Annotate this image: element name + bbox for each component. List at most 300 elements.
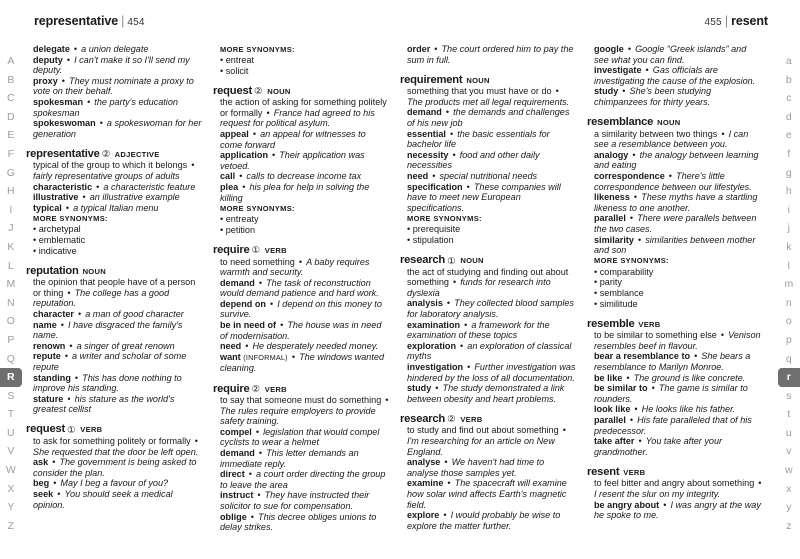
bullet-separator: • [660, 499, 669, 510]
more-synonym-item: • archetypal [33, 224, 81, 235]
definition: typical of the group to which it belongs • fairly representative groups of adults [33, 160, 195, 181]
headword: resemblance [587, 116, 654, 129]
bullet-separator: • [619, 86, 629, 97]
headword-line [587, 319, 763, 331]
letter-index-left-Q[interactable]: Q [6, 352, 16, 365]
definition-example: I'm researching for an article on New England. [407, 436, 555, 457]
letter-index-left-D[interactable]: D [7, 110, 15, 123]
bullet-separator: • [444, 298, 453, 309]
part-of-speech: ADJECTIVE [112, 149, 160, 159]
synonym-example: an illustrative example [89, 192, 180, 203]
synonym-example: I have disgraced the family's name. [33, 319, 183, 341]
letter-index-left-Z[interactable]: Z [7, 519, 15, 532]
definition: to say that someone must do something • The rules require employers to provide safety training. [220, 395, 389, 427]
letter-index-right-l[interactable]: l [787, 259, 791, 272]
bullet-separator: • [691, 351, 700, 362]
synonym-list [26, 309, 202, 415]
entry-block [400, 414, 576, 531]
synonym-list [587, 150, 763, 256]
bullet-separator: • [461, 319, 470, 330]
header-right-separator: | [724, 14, 729, 28]
synonym-list [213, 129, 389, 203]
more-synonyms-heading: MORE SYNONYMS: [33, 213, 108, 223]
headword-line [26, 266, 202, 278]
bullet-icon: • [33, 245, 39, 256]
letter-index-right-i[interactable]: i [787, 203, 791, 216]
letter-index-right-o[interactable]: o [785, 315, 793, 328]
synonym-example: Their application was vetoed. [220, 150, 365, 171]
definition: to be similar to something else • Venison resembles beef in flavour. [594, 330, 761, 351]
entry-column-2 [213, 44, 400, 549]
bullet-separator: • [627, 414, 636, 425]
bullet-separator: • [464, 181, 473, 192]
entry-block [26, 44, 202, 139]
synonym-item [594, 65, 763, 86]
letter-index-right-d[interactable]: d [785, 110, 793, 123]
synonym-word: typical [33, 202, 62, 213]
part-of-speech: VERB [636, 319, 661, 329]
synonym-word: illustrative [33, 192, 79, 203]
synonym-list [587, 500, 763, 521]
headword: reputation [26, 264, 79, 277]
synonym-word: renown [33, 340, 66, 351]
synonym-item [594, 235, 763, 256]
letter-index-left-R[interactable]: R [0, 368, 22, 387]
synonym-list [400, 107, 576, 213]
synonym-item [407, 182, 576, 214]
bullet-icon: • [594, 298, 600, 309]
synonym-item [220, 171, 389, 182]
letter-index-left-G[interactable]: G [6, 166, 16, 179]
part-of-speech: NOUN [80, 266, 106, 276]
headword-line [400, 255, 576, 267]
headword: require [213, 382, 250, 395]
synonym-word: look like [594, 404, 631, 415]
entry-block [213, 45, 389, 77]
definition: a similarity between two things • I can see a resemblance between you. [594, 128, 749, 150]
letter-index-right-v[interactable]: v [786, 445, 792, 458]
entry-block [26, 149, 202, 256]
bullet-separator: • [253, 426, 262, 437]
headword-line [587, 467, 763, 479]
letter-index-left-T[interactable]: T [7, 408, 15, 421]
synonym-item [33, 309, 202, 320]
synonym-item [33, 203, 202, 214]
sense-number: ② [251, 383, 260, 395]
bullet-separator: • [649, 383, 658, 394]
synonym-word: parallel [594, 414, 626, 425]
letter-index-right-g[interactable]: g [785, 166, 793, 179]
bullet-separator: • [718, 128, 728, 139]
synonym-word: ask [33, 457, 49, 468]
synonym-word: depend on [220, 298, 266, 309]
synonym-word: name [33, 319, 57, 330]
letter-index-left-H[interactable]: H [7, 185, 15, 198]
synonym-item [407, 171, 576, 182]
synonym-word: spokesman [33, 96, 84, 107]
letter-index-right-r[interactable]: r [778, 368, 800, 387]
synonym-word: demand [220, 277, 255, 288]
bullet-separator: • [59, 75, 68, 86]
synonym-word: seek [33, 488, 54, 499]
bullet-icon: • [594, 287, 600, 298]
sense-number: ② [101, 148, 111, 160]
bullet-separator: • [666, 170, 675, 181]
letter-index-right-b[interactable]: b [785, 73, 793, 86]
bullet-separator: • [447, 128, 456, 139]
synonym-word: instruct [220, 490, 254, 501]
synonym-example: The task of reconstruction would demand patience and hard work. [220, 277, 379, 299]
bullet-separator: • [629, 149, 639, 160]
bullet-separator: • [80, 192, 89, 203]
entry-block [26, 266, 202, 415]
bullet-separator: • [242, 341, 251, 352]
bullet-separator: • [254, 490, 264, 501]
synonym-word: standing [33, 372, 71, 383]
headword-line [587, 117, 763, 129]
letter-index-left-E[interactable]: E [7, 129, 15, 142]
letter-index-left-N[interactable]: N [7, 296, 15, 309]
letter-index-left-L[interactable]: L [7, 259, 15, 272]
synonym-item [594, 86, 763, 107]
part-of-speech: VERB [457, 414, 483, 424]
bullet-separator: • [50, 478, 59, 489]
letter-index-left-F[interactable]: F [7, 147, 15, 160]
headword: representative [26, 147, 100, 160]
letter-index-left-W[interactable]: W [5, 464, 17, 477]
bullet-separator: • [440, 510, 450, 521]
letter-index-left-I[interactable]: I [9, 203, 13, 216]
synonym-example: The government is being asked to consider the plan. [33, 457, 197, 478]
letter-index-left-C[interactable]: C [7, 92, 15, 105]
letter-index-right-y[interactable]: y [786, 501, 792, 514]
part-of-speech: NOUN [457, 256, 484, 266]
headword-line [400, 75, 576, 87]
synonym-item [220, 469, 389, 490]
bullet-separator: • [269, 150, 278, 161]
synonym-list [400, 298, 576, 404]
synonym-word: demand [220, 448, 255, 459]
synonym-example: The study demonstrated a link between obesity and heart problems. [407, 383, 565, 404]
letter-index-left-V[interactable]: V [7, 445, 15, 458]
bullet-separator: • [382, 395, 389, 406]
letter-index-right-f[interactable]: f [787, 147, 791, 160]
synonym-item [33, 55, 202, 76]
synonym-example: Google “Greek islands” and see what you can find. [594, 44, 747, 65]
synonym-word: analysis [407, 298, 443, 309]
letter-index-left-J[interactable]: J [8, 222, 14, 235]
synonym-word: character [33, 309, 74, 320]
synonym-word: call [220, 171, 236, 182]
letter-index-right-x[interactable]: x [786, 482, 792, 495]
bullet-separator: • [236, 171, 245, 182]
synonym-word: proxy [33, 75, 58, 86]
more-synonym-item: • similitude [594, 298, 638, 309]
headword: resemble [587, 317, 635, 330]
synonym-list [587, 44, 763, 108]
synonym-item [220, 278, 389, 299]
synonym-example: He desperately needed money. [252, 341, 379, 352]
synonym-example: a union delegate [81, 44, 149, 54]
bullet-separator: • [623, 372, 633, 383]
synonym-word: characteristic [33, 181, 93, 192]
synonym-item [220, 341, 389, 352]
bullet-separator: • [75, 309, 84, 320]
definition-example: fairly representative groups of adults [33, 170, 180, 181]
bullet-separator: • [246, 469, 255, 480]
header-right-page-number: 455 [704, 17, 722, 28]
synonym-word: want [220, 351, 241, 362]
definition-example: France had agreed to his request for political asylum. [220, 107, 375, 129]
part-of-speech: VERB [262, 384, 287, 394]
synonym-example: I depend on this money to survive. [220, 298, 382, 320]
bullet-separator: • [239, 182, 248, 193]
letter-index-right-u[interactable]: u [785, 426, 793, 439]
headword-line [26, 149, 202, 161]
synonym-item [407, 129, 576, 150]
letter-index-right-s[interactable]: s [786, 389, 792, 402]
synonym-example: an appeal for witnesses to come forward [220, 129, 366, 150]
synonym-word: repute [33, 351, 61, 362]
bullet-icon: • [220, 65, 226, 76]
synonym-item [220, 182, 389, 203]
synonym-word: deputy [33, 54, 63, 65]
more-synonyms-heading: MORE SYNONYMS: [220, 44, 295, 54]
more-synonym-item: • parity [594, 277, 622, 288]
bullet-separator: • [71, 44, 80, 54]
synonym-item [594, 44, 763, 65]
synonym-word: oblige [220, 511, 247, 522]
header-left [34, 14, 145, 28]
letter-index-left-P[interactable]: P [7, 333, 15, 346]
synonym-word: spokeswoman [33, 118, 96, 129]
synonym-register-label: (INFORMAL) [243, 352, 288, 362]
synonym-list [26, 457, 202, 510]
letter-index-right-h[interactable]: h [785, 185, 793, 198]
sense-number: ② [447, 413, 456, 425]
entry-column-3 [400, 44, 587, 549]
letter-index-rail-right[interactable] [778, 52, 800, 536]
letter-index-right-q[interactable]: q [785, 352, 793, 365]
synonym-item [220, 352, 389, 374]
bullet-separator: • [560, 425, 566, 436]
synonym-word: essential [407, 128, 446, 139]
definition: the act of studying and finding out about something • funds for research into dyslexia [407, 266, 569, 298]
letter-index-left-X[interactable]: X [7, 482, 15, 495]
bullet-separator: • [450, 277, 459, 288]
letter-index-left-S[interactable]: S [7, 389, 15, 402]
letter-index-left-A[interactable]: A [7, 55, 15, 67]
synonym-example: The ground is like concrete. [633, 372, 746, 383]
letter-index-right-p[interactable]: p [785, 333, 793, 346]
more-synonym-item: • prerequisite [407, 224, 461, 235]
bullet-separator: • [72, 372, 81, 383]
letter-index-right-w[interactable]: w [785, 464, 793, 477]
bullet-separator: • [277, 320, 286, 331]
synonym-item [33, 394, 202, 415]
bullet-separator: • [62, 351, 71, 362]
synonym-example: special nutritional needs [439, 170, 538, 181]
entry-block [587, 319, 763, 458]
headword: requirement [400, 73, 463, 86]
synonym-example: similarities between mother and son [594, 234, 756, 256]
more-synonyms-heading: MORE SYNONYMS: [220, 203, 295, 213]
sense-number: ① [251, 244, 260, 256]
letter-index-rail-left[interactable] [0, 52, 22, 536]
more-synonym-item: • solicit [220, 65, 249, 76]
more-synonym-item: • entreaty [220, 214, 259, 225]
synonym-item [407, 362, 576, 383]
synonym-item [33, 118, 202, 139]
synonym-example: She's been studying chimpanzees for thirty years. [594, 86, 712, 107]
bullet-separator: • [631, 192, 640, 203]
bullet-separator: • [643, 65, 652, 76]
synonym-word: examination [407, 319, 461, 330]
header-right [705, 14, 768, 28]
headword: research [400, 254, 446, 267]
definition: to ask for something politely or formally • She requested that the door be left open. [33, 436, 199, 457]
headword-line [400, 414, 576, 426]
synonym-example: I can't make it so I'll send my deputy. [33, 54, 190, 76]
synonym-example: a typical Italian menu [73, 202, 159, 213]
more-synonym-item: • comparability [594, 266, 654, 277]
synonym-example: a singer of great renown [76, 340, 175, 351]
synonym-example: the demands and challenges of his new job [407, 107, 570, 129]
synonym-word: parallel [594, 213, 626, 224]
synonym-example: There's little correspondence between our lifestyles. [594, 170, 752, 192]
synonym-item [33, 351, 202, 372]
headword: request [213, 84, 253, 97]
bullet-separator: • [256, 277, 265, 288]
definition-example: I resent the slur on my integrity. [594, 488, 721, 499]
synonym-word: stature [33, 393, 64, 404]
bullet-icon: • [594, 266, 600, 277]
bullet-separator: • [755, 478, 762, 489]
letter-index-right-n[interactable]: n [785, 296, 793, 309]
synonym-word: compel [220, 426, 252, 437]
letter-index-left-M[interactable]: M [6, 278, 16, 291]
synonym-item [220, 129, 389, 150]
synonym-item [407, 107, 576, 128]
definition-example: funds for research into dyslexia [407, 277, 551, 298]
synonym-example: The court ordered him to pay the sum in full. [407, 44, 574, 65]
synonym-example: food and other daily necessities [407, 149, 540, 171]
synonym-example: an exploration of classical myths [407, 340, 572, 362]
letter-index-right-e[interactable]: e [785, 129, 793, 142]
synonym-word: explore [407, 510, 440, 521]
bullet-icon: • [407, 235, 413, 245]
definition: the opinion that people have of a person or thing • The college has a good reputation. [33, 277, 196, 309]
letter-index-right-j[interactable]: j [787, 222, 791, 235]
part-of-speech: NOUN [463, 75, 490, 85]
headword: require [213, 243, 250, 256]
letter-index-left-O[interactable]: O [6, 315, 16, 328]
synonym-word: delegate [33, 44, 70, 54]
letter-index-left-U[interactable]: U [7, 426, 15, 439]
synonym-item [33, 320, 202, 341]
synonym-word: analogy [594, 149, 629, 160]
synonym-item [220, 512, 389, 533]
bullet-separator: • [627, 213, 636, 224]
bullet-separator: • [635, 436, 645, 447]
synonym-example: a writer and scholar of some repute [33, 351, 187, 372]
synonym-example: a man of good character [85, 309, 184, 320]
synonym-list [587, 351, 763, 457]
synonym-word: study [407, 383, 432, 394]
synonym-item [594, 415, 763, 436]
letter-index-right-z[interactable]: z [786, 519, 792, 532]
bullet-separator: • [64, 287, 74, 298]
definition-example: The products met all legal requirements. [407, 96, 570, 107]
synonym-example: May I beg a favour of you? [60, 478, 169, 489]
letter-index-right-k[interactable]: k [786, 240, 792, 253]
synonym-list [400, 457, 576, 531]
definition-example: I can see a resemblance between you. [594, 128, 749, 150]
synonym-word: need [407, 170, 429, 181]
part-of-speech: NOUN [264, 86, 291, 96]
synonym-word: beg [33, 478, 50, 489]
synonym-example: a framework for the examination of these topics [407, 319, 550, 341]
bullet-icon: • [33, 224, 39, 235]
synonym-item [594, 404, 763, 415]
synonym-example: his stature as the world's greatest cellist [33, 393, 175, 415]
letter-index-left-B[interactable]: B [7, 73, 15, 86]
bullet-separator: • [64, 393, 74, 404]
entry-block [587, 117, 763, 309]
synonym-item [33, 341, 202, 352]
more-synonym-item: • emblematic [33, 235, 86, 245]
part-of-speech: VERB [77, 425, 103, 435]
entry-columns [26, 44, 774, 549]
bullet-separator: • [54, 488, 63, 499]
synonym-example: The spacecraft will examine how solar wind affects Earth's magnetic field. [407, 478, 567, 510]
bullet-separator: • [267, 298, 276, 309]
entry-block [213, 245, 389, 374]
bullet-separator: • [97, 118, 106, 129]
letter-index-right-t[interactable]: t [787, 408, 791, 421]
headword: resent [587, 465, 620, 478]
header-right-word: resent [731, 14, 768, 28]
more-synonym-item: • stipulation [407, 235, 454, 245]
letter-index-right-a[interactable]: a [785, 55, 793, 67]
synonym-example: the analogy between learning and eating [594, 149, 759, 171]
synonym-item [594, 383, 763, 404]
synonym-item [407, 341, 576, 362]
letter-index-right-c[interactable]: c [786, 92, 792, 105]
bullet-separator: • [192, 436, 198, 446]
letter-index-left-Y[interactable]: Y [7, 501, 15, 514]
entry-block [26, 424, 202, 510]
entry-column-4 [587, 44, 774, 549]
bullet-icon: • [407, 224, 413, 235]
synonym-word: appeal [220, 129, 249, 140]
synonym-item [594, 500, 763, 521]
synonym-example: They collected blood samples for laboratory analysis. [407, 298, 574, 320]
letter-index-right-m[interactable]: m [784, 278, 794, 291]
synonym-word: bear a resemblance to [594, 351, 691, 362]
synonym-word: investigation [407, 361, 464, 372]
bullet-icon: • [594, 277, 600, 288]
synonym-list [26, 182, 202, 214]
synonym-example: These myths have a startling likeness to one another. [594, 192, 758, 213]
headword-line [213, 86, 389, 98]
synonym-item [594, 436, 763, 457]
letter-index-left-K[interactable]: K [7, 240, 15, 253]
synonym-item [594, 171, 763, 192]
synonym-list [400, 44, 576, 65]
synonym-example: calls to decrease income tax [246, 171, 362, 182]
synonym-list [213, 427, 389, 533]
